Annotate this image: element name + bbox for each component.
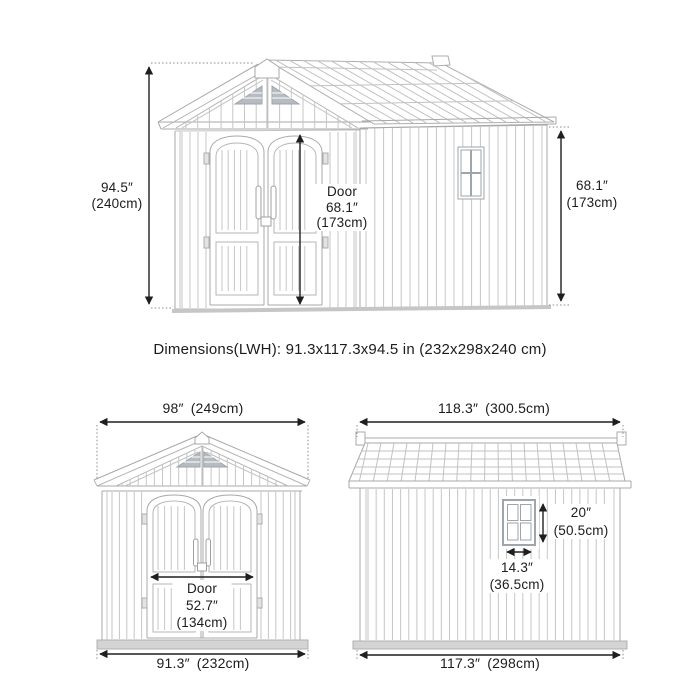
door-handle [256,186,276,226]
front-base-width-label [157,655,250,671]
door-height-label [313,184,372,231]
side-window [458,147,484,199]
gable-siding [122,445,284,487]
side-roof-length-label [438,400,550,416]
side-roof-length-cm: (300.5cm) [485,400,550,416]
roof-peak-cap [195,432,209,444]
wall-height-cm: (173cm) [566,195,618,210]
front-base-width-in: 91.3″ [156,655,190,671]
side-base-length-cm: (298cm) [487,655,540,671]
front-roof-width-label [163,400,244,416]
window-height-in: 20″ [570,505,592,520]
base [172,307,551,311]
front-door-width-in: 52.7″ [185,598,219,613]
front-roof-width-in: 98″ [162,400,184,416]
door-height-caption: Door [326,184,358,199]
side-window [499,496,539,549]
front-door-width-label [173,580,232,631]
door-height-cm: (173cm) [316,215,368,230]
overall-height-cm: (240cm) [91,196,143,211]
overall-height-label [92,180,143,212]
overall-height-in: 94.5″ [100,180,134,195]
front-base-width-cm: (232cm) [196,655,250,671]
window-width-cm: (36.5cm) [489,577,545,592]
side-roof-length-in: 118.3″ [438,400,479,416]
base [97,640,308,649]
window-height-label [550,504,613,539]
side-elevation-drawing [349,432,631,649]
door-height-in: 68.1″ [325,199,359,215]
window-width-label [486,559,549,593]
window-width-in: 14.3″ [500,560,534,575]
window-height-cm: (50.5cm) [553,522,609,538]
wall-height-in: 68.1″ [575,178,609,193]
ridge-cap [432,56,450,66]
wall-height-label [567,177,618,211]
door-hinges [204,153,328,248]
front-door-caption: Door [186,581,218,596]
side-base-length-in: 117.3″ [440,655,481,671]
side-wall-siding [366,118,542,312]
perspective-shed-drawing [158,50,569,312]
front-roof-width-cm: (249cm) [190,400,244,416]
side-base-length-label [440,655,540,671]
front-door-width-cm: (134cm) [176,615,228,630]
door-handle [194,539,211,571]
dimensions-note: Dimensions(LWH): 91.3x117.3x94.5 in (232x298x240 cm) [153,341,547,358]
base [353,641,627,649]
